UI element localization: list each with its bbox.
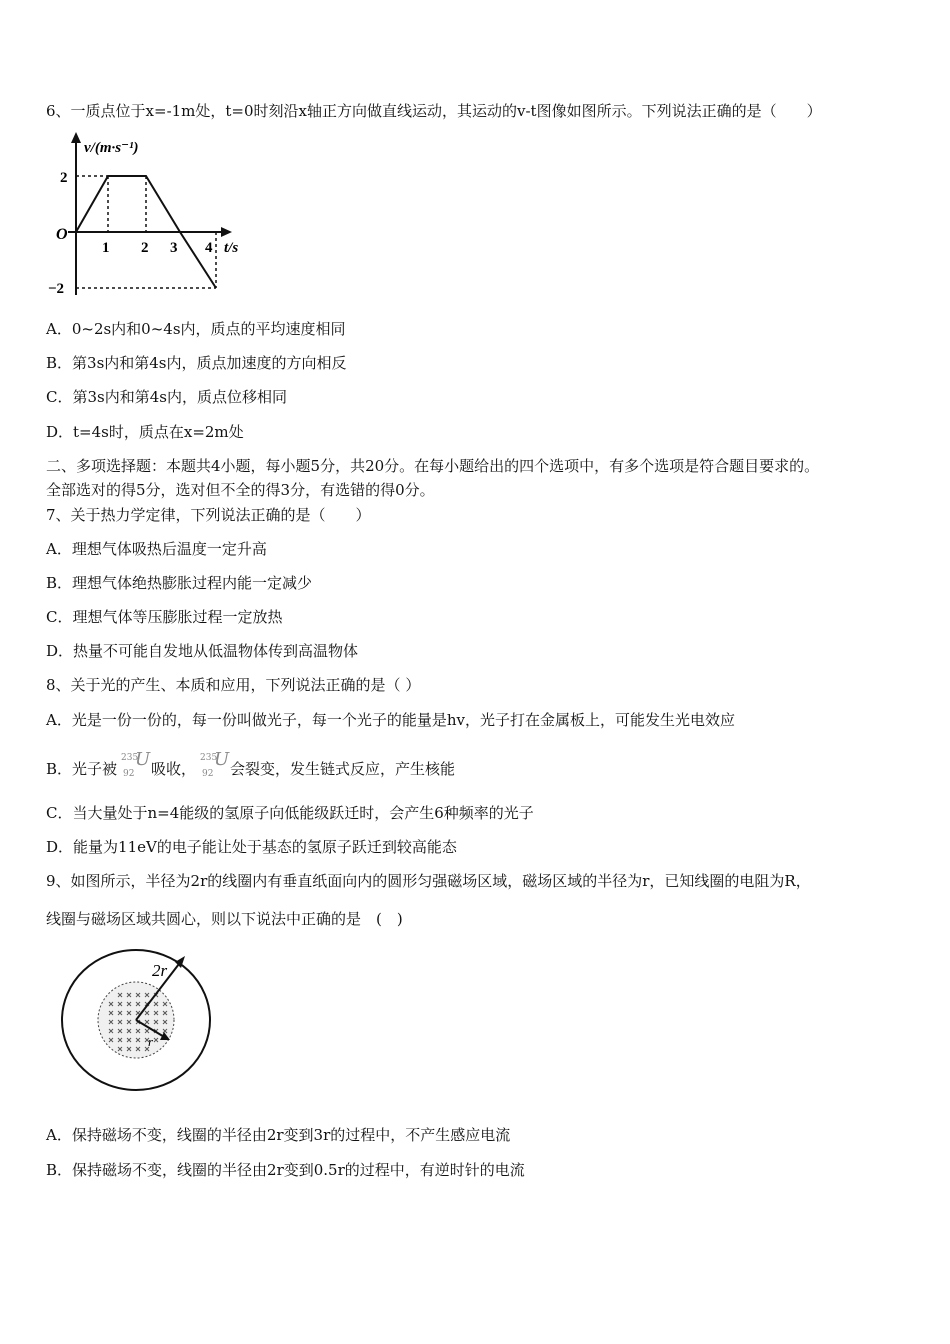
label-r: r bbox=[148, 1034, 154, 1049]
q7-option-d: D．热量不可能自发地从低温物体传到高温物体 bbox=[46, 642, 359, 660]
q7-option-c: C．理想气体等压膨胀过程一定放热 bbox=[46, 608, 283, 626]
q6-option-a: A．0~2s内和0~4s内，质点的平均速度相同 bbox=[46, 320, 346, 338]
q6-option-b: B．第3s内和第4s内，质点加速度的方向相反 bbox=[46, 354, 347, 372]
q8-option-b-part2: 吸收， bbox=[151, 760, 197, 778]
y-axis-label: v/(m·s⁻¹) bbox=[84, 140, 139, 156]
q8-option-a: A．光是一份一份的，每一份叫做光子，每一个光子的能量是hv，光子打在金属板上，可能发生光电效应 bbox=[46, 711, 735, 729]
tick-x-3: 3 bbox=[170, 240, 178, 256]
uranium-isotope-2: 235 92 U bbox=[200, 749, 230, 779]
q7-option-b: B．理想气体绝热膨胀过程内能一定减少 bbox=[46, 574, 313, 592]
q7-option-a: A．理想气体吸热后温度一定升高 bbox=[46, 540, 267, 558]
q6-option-d: D．t=4s时，质点在x=2m处 bbox=[46, 423, 244, 441]
section2-line2: 全部选对的得5分，选对但不全的得3分，有选错的得0分。 bbox=[46, 481, 435, 499]
tick-x-4: 4 bbox=[205, 240, 213, 256]
x-arrow bbox=[221, 227, 232, 237]
q8-option-d: D．能量为11eV的电子能让处于基态的氢原子跃迁到较高能态 bbox=[46, 838, 457, 856]
tick-x-2: 2 bbox=[141, 240, 149, 256]
q6-stem: 6、一质点位于x=-1m处，t=0时刻沿x轴正方向做直线运动，其运动的v-t图像如图所示。下列说法正确的是（ ） bbox=[46, 102, 822, 120]
tick-y-2: 2 bbox=[60, 170, 68, 186]
q9-stem-line2: 线圈与磁场区域共圆心，则以下说法中正确的是 ( ) bbox=[46, 910, 403, 928]
q8-option-b-part1: B．光子被 bbox=[46, 760, 118, 778]
q9-option-b: B．保持磁场不变，线圈的半径由2r变到0.5r的过程中，有逆时针的电流 bbox=[46, 1161, 525, 1179]
q8-stem: 8、关于光的产生、本质和应用，下列说法正确的是（ ） bbox=[46, 676, 421, 694]
q8-option-c: C．当大量处于n=4能级的氢原子向低能级跃迁时，会产生6种频率的光子 bbox=[46, 804, 534, 822]
q8-option-b bbox=[46, 749, 456, 779]
origin-label: O bbox=[56, 226, 68, 243]
q6-vt-graph bbox=[46, 130, 256, 302]
q9-stem-line1: 9、如图所示，半径为2r的线圈内有垂直纸面向内的圆形匀强磁场区域，磁场区域的半径为r，已知线圈的电阻为R， bbox=[46, 872, 811, 890]
section2-line1: 二、多项选择题：本题共4小题，每小题5分，共20分。在每小题给出的四个选项中，有多个选项是符合题目要求的。 bbox=[46, 457, 820, 475]
q8-option-b-part3: 会裂变，发生链式反应，产生核能 bbox=[230, 760, 456, 778]
uranium-isotope: 235 92 U bbox=[121, 749, 151, 779]
tick-y-neg2: −2 bbox=[48, 281, 65, 297]
y-arrow bbox=[71, 132, 81, 143]
tick-x-1: 1 bbox=[102, 240, 110, 256]
q6-option-c: C．第3s内和第4s内，质点位移相同 bbox=[46, 388, 287, 406]
label-2r: 2r bbox=[152, 961, 168, 980]
x-axis-label: t/s bbox=[224, 240, 239, 256]
q9-option-a: A．保持磁场不变，线圈的半径由2r变到3r的过程中，不产生感应电流 bbox=[46, 1126, 511, 1144]
q9-coil-figure bbox=[56, 946, 216, 1096]
q7-stem: 7、关于热力学定律，下列说法正确的是（ ） bbox=[46, 506, 371, 524]
